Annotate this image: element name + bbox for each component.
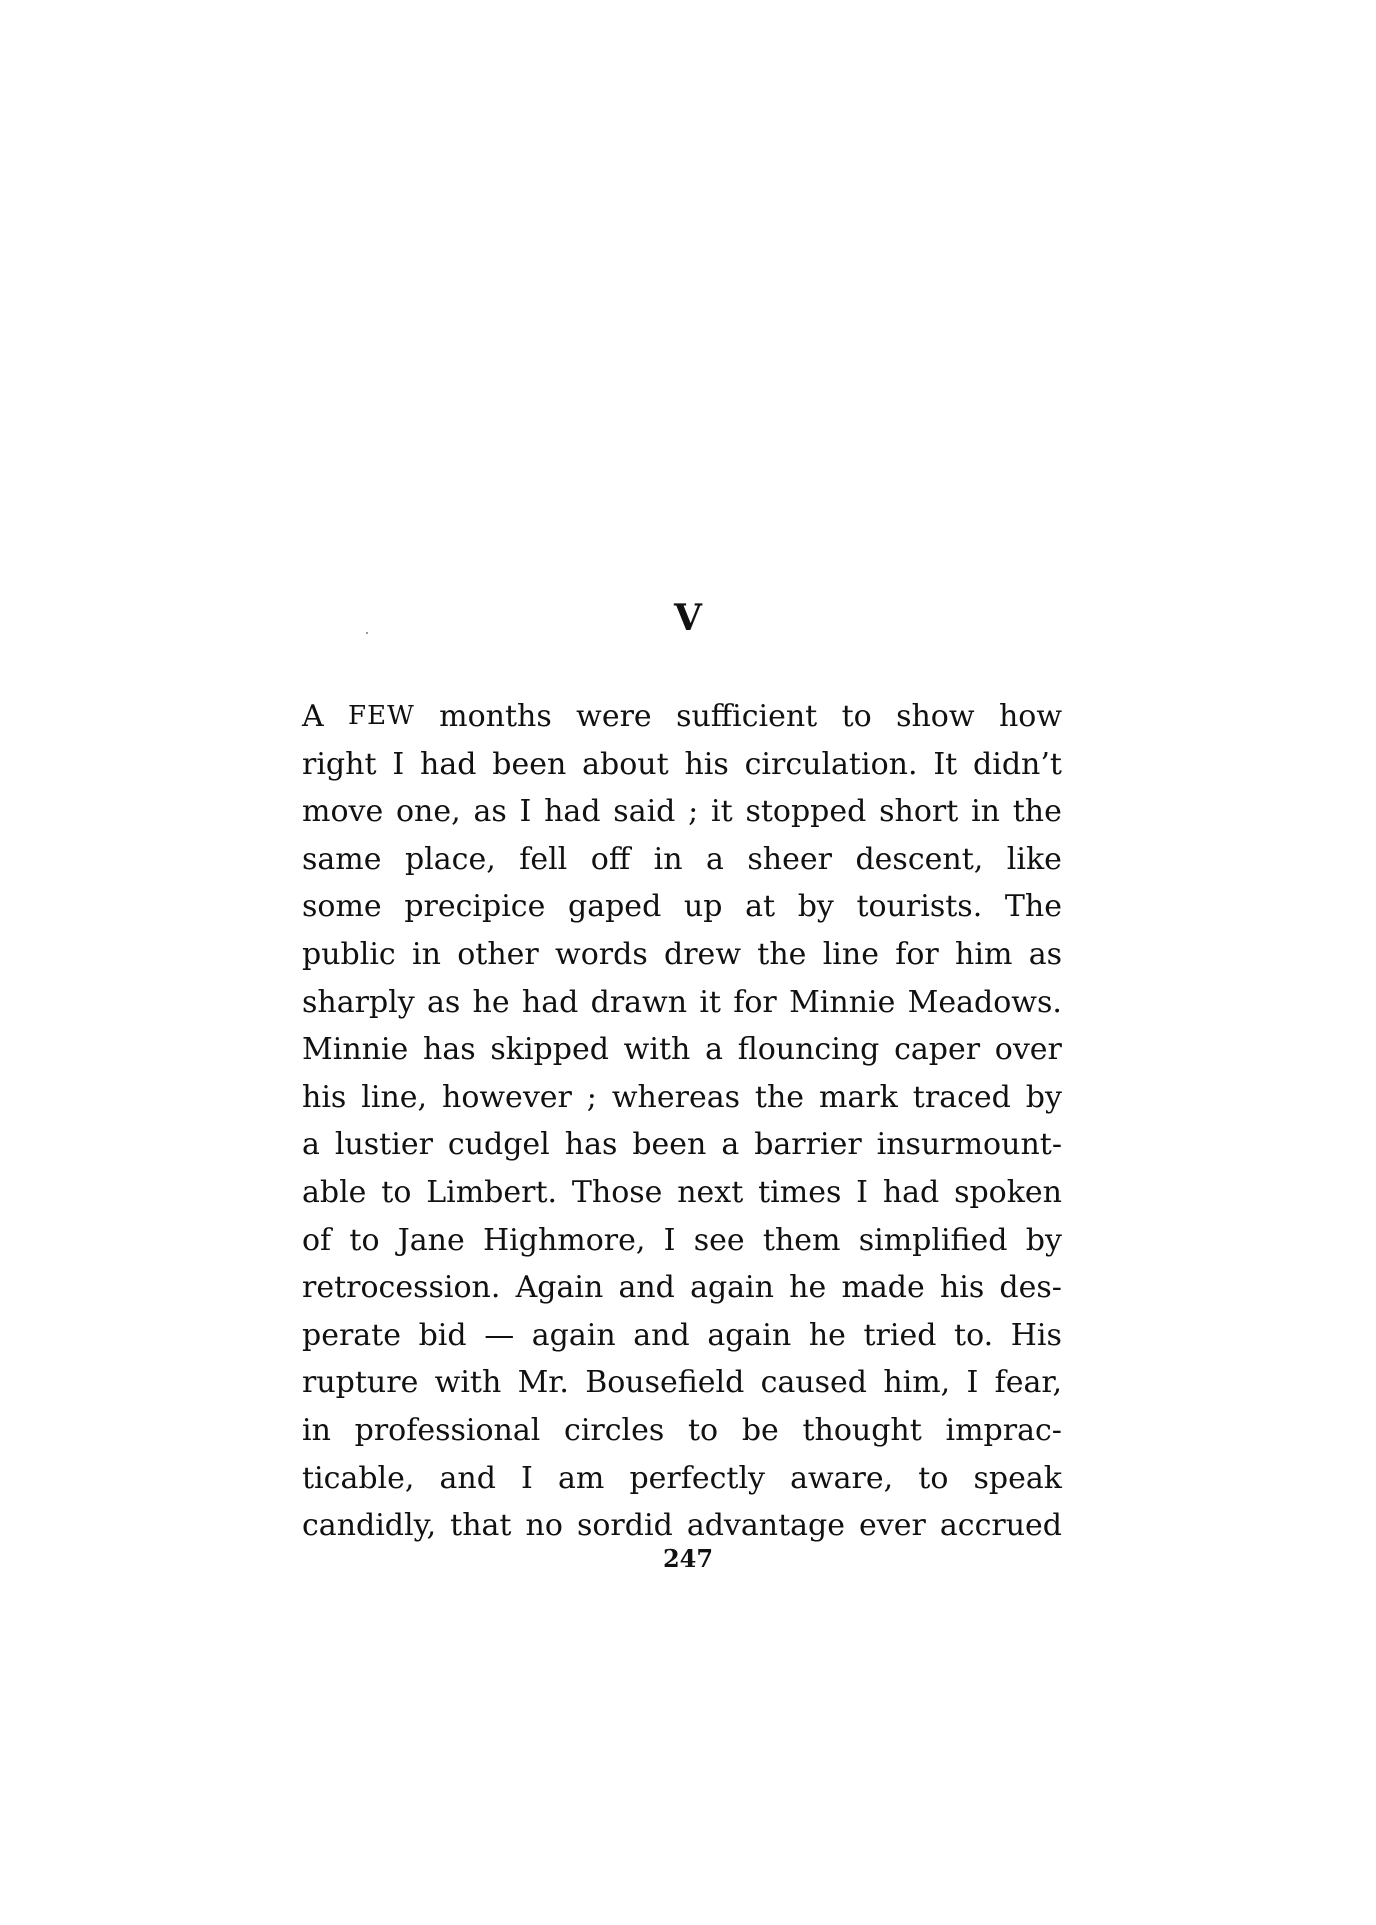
word: he <box>472 984 510 1020</box>
word: drawn <box>590 984 688 1020</box>
word: him, <box>883 1365 951 1401</box>
word: lustier <box>334 1127 433 1163</box>
word: His <box>1010 1317 1062 1353</box>
word: for <box>895 936 939 972</box>
word: rupture <box>302 1365 419 1401</box>
word: words <box>555 936 648 972</box>
word: retrocession. <box>302 1270 501 1306</box>
word: thought <box>802 1412 922 1448</box>
word: as <box>1028 936 1062 972</box>
word: skipped <box>490 1032 609 1068</box>
word: to <box>841 699 872 734</box>
word: that <box>450 1508 512 1544</box>
text-line <box>302 1026 1062 1074</box>
word: be <box>741 1412 779 1448</box>
word: candidly, <box>302 1508 437 1544</box>
word: caper <box>894 1032 981 1068</box>
word: the <box>757 936 807 972</box>
body-text <box>302 693 1062 1550</box>
word: like <box>1006 841 1062 877</box>
word: A <box>302 699 324 734</box>
word: speak <box>973 1460 1062 1496</box>
word: descent, <box>855 841 984 877</box>
word: however <box>442 1079 572 1115</box>
word: and <box>439 1460 496 1496</box>
word: at <box>745 889 776 925</box>
word: Limbert. <box>426 1174 558 1210</box>
word: has <box>423 1032 476 1068</box>
word: one, <box>395 794 461 830</box>
word: a <box>302 1127 320 1163</box>
word: The <box>1004 889 1062 925</box>
word: precipice <box>404 889 546 925</box>
word: to <box>349 1222 380 1258</box>
word: simplified <box>858 1222 1008 1258</box>
word: move <box>302 794 384 830</box>
word: Mr. <box>517 1365 569 1401</box>
word: right <box>302 746 377 782</box>
word: I <box>392 746 405 782</box>
word: how <box>998 699 1062 734</box>
word: Jane <box>397 1222 465 1258</box>
word: about <box>582 746 669 782</box>
word: imprac- <box>945 1412 1062 1448</box>
word: by <box>1025 1222 1062 1258</box>
word: for <box>733 984 777 1020</box>
word: his <box>939 1270 985 1306</box>
text-line <box>302 1407 1062 1455</box>
word: It <box>933 746 958 782</box>
text-line <box>302 1121 1062 1169</box>
word: in <box>412 936 441 972</box>
word: had <box>521 984 579 1020</box>
paper-speck <box>366 632 368 634</box>
word: with <box>434 1365 502 1401</box>
word: to <box>688 1412 719 1448</box>
word: ; <box>688 794 699 830</box>
word: ; <box>586 1079 597 1115</box>
word: didn’t <box>973 746 1062 782</box>
word: perfectly <box>629 1460 765 1496</box>
word: tourists. <box>856 889 983 925</box>
word: place, <box>404 841 496 877</box>
word: caused <box>760 1365 868 1401</box>
word: of <box>302 1222 332 1258</box>
word: circulation. <box>744 746 918 782</box>
chapter-heading: V <box>674 597 702 639</box>
word: I <box>966 1365 979 1401</box>
word: by <box>797 889 834 925</box>
word: line, <box>361 1079 428 1115</box>
word: them <box>762 1222 841 1258</box>
word: line <box>822 936 879 972</box>
word: he <box>789 1270 827 1306</box>
word: a <box>721 1127 740 1163</box>
word: bid <box>418 1317 467 1353</box>
word: it <box>699 984 721 1020</box>
word: fell <box>519 841 568 877</box>
word: Meadows. <box>907 984 1062 1020</box>
word: next <box>677 1174 744 1210</box>
word: sheer <box>747 841 832 877</box>
word: accrued <box>939 1508 1062 1544</box>
word: other <box>457 936 539 972</box>
text-line <box>302 1455 1062 1503</box>
word: his <box>684 746 729 782</box>
word: traced <box>912 1079 1011 1115</box>
text-line <box>302 1074 1062 1122</box>
word: spoken <box>954 1174 1062 1210</box>
text-line <box>302 1217 1062 1265</box>
text-line <box>302 741 1062 789</box>
word: it <box>711 794 733 830</box>
word: to <box>918 1460 949 1496</box>
word: some <box>302 889 382 925</box>
word: Those <box>571 1174 663 1210</box>
word: sharply <box>302 984 415 1020</box>
word: up <box>683 889 723 925</box>
word: in <box>971 794 1000 830</box>
text-line <box>302 1169 1062 1217</box>
word: and <box>618 1270 675 1306</box>
word: I <box>663 1222 676 1258</box>
word: Minnie <box>789 984 896 1020</box>
word: sufficient <box>676 699 818 734</box>
word: as <box>426 984 461 1020</box>
text-line <box>302 788 1062 836</box>
word: again <box>707 1317 792 1353</box>
word: by <box>1025 1079 1062 1115</box>
word: perate <box>302 1317 401 1353</box>
word: and <box>633 1317 690 1353</box>
word: had <box>544 794 601 830</box>
word: has <box>564 1127 618 1163</box>
word: with <box>623 1032 691 1068</box>
word: I <box>521 1460 533 1496</box>
word: Highmore, <box>483 1222 646 1258</box>
text-line <box>302 1359 1062 1407</box>
word: had <box>420 746 477 782</box>
word: a <box>705 1032 723 1068</box>
word: been <box>632 1127 707 1163</box>
text-line <box>302 1264 1062 1312</box>
word: tried <box>863 1317 937 1353</box>
word: ever <box>859 1508 926 1544</box>
word: been <box>492 746 567 782</box>
word: same <box>302 841 382 877</box>
word: short <box>879 794 959 830</box>
word: again <box>690 1270 774 1306</box>
word: advantage <box>686 1508 845 1544</box>
text-line <box>302 836 1062 884</box>
word: flouncing <box>737 1032 880 1068</box>
word: said <box>613 794 676 830</box>
word: I <box>519 794 532 830</box>
page-number: 247 <box>662 1544 714 1573</box>
word: the <box>1012 794 1062 830</box>
text-line <box>302 693 1062 741</box>
word: whereas <box>611 1079 740 1115</box>
word: in <box>302 1412 331 1448</box>
word: he <box>808 1317 846 1353</box>
word: I <box>856 1174 869 1210</box>
word: show <box>896 699 975 734</box>
text-line <box>302 1502 1062 1550</box>
word: times <box>758 1174 842 1210</box>
word: barrier <box>754 1127 862 1163</box>
word: to <box>381 1174 412 1210</box>
text-line <box>302 931 1062 979</box>
word: cudgel <box>447 1127 550 1163</box>
word: again <box>531 1317 616 1353</box>
text-line <box>302 1312 1062 1360</box>
word: FEW <box>348 701 415 731</box>
word: — <box>484 1317 515 1353</box>
text-line <box>302 883 1062 931</box>
word: ticable, <box>302 1460 415 1496</box>
word: gaped <box>568 889 662 925</box>
word: the <box>754 1079 805 1115</box>
word: am <box>558 1460 605 1496</box>
word: Again <box>515 1270 604 1306</box>
word: were <box>576 699 652 734</box>
word: as <box>473 794 507 830</box>
word: a <box>706 841 724 877</box>
word: Minnie <box>302 1032 409 1068</box>
word: circles <box>564 1412 665 1448</box>
word: him <box>955 936 1013 972</box>
word: mark <box>819 1079 898 1115</box>
word: to. <box>954 1317 994 1353</box>
word: sordid <box>576 1508 673 1544</box>
word: months <box>439 699 552 734</box>
word: no <box>525 1508 563 1544</box>
word: over <box>994 1032 1062 1068</box>
word: insurmount- <box>876 1127 1062 1163</box>
word: see <box>693 1222 745 1258</box>
word: off <box>590 841 631 877</box>
word: fear, <box>994 1365 1062 1401</box>
word: his <box>302 1079 347 1115</box>
word: professional <box>354 1412 541 1448</box>
word: Bousefield <box>585 1365 745 1401</box>
word: in <box>653 841 683 877</box>
word: public <box>302 936 396 972</box>
word: des- <box>999 1270 1062 1306</box>
word: able <box>302 1174 367 1210</box>
word: had <box>882 1174 940 1210</box>
word: aware, <box>790 1460 894 1496</box>
word: made <box>841 1270 925 1306</box>
word: drew <box>664 936 741 972</box>
word: stopped <box>745 794 867 830</box>
text-line <box>302 979 1062 1027</box>
